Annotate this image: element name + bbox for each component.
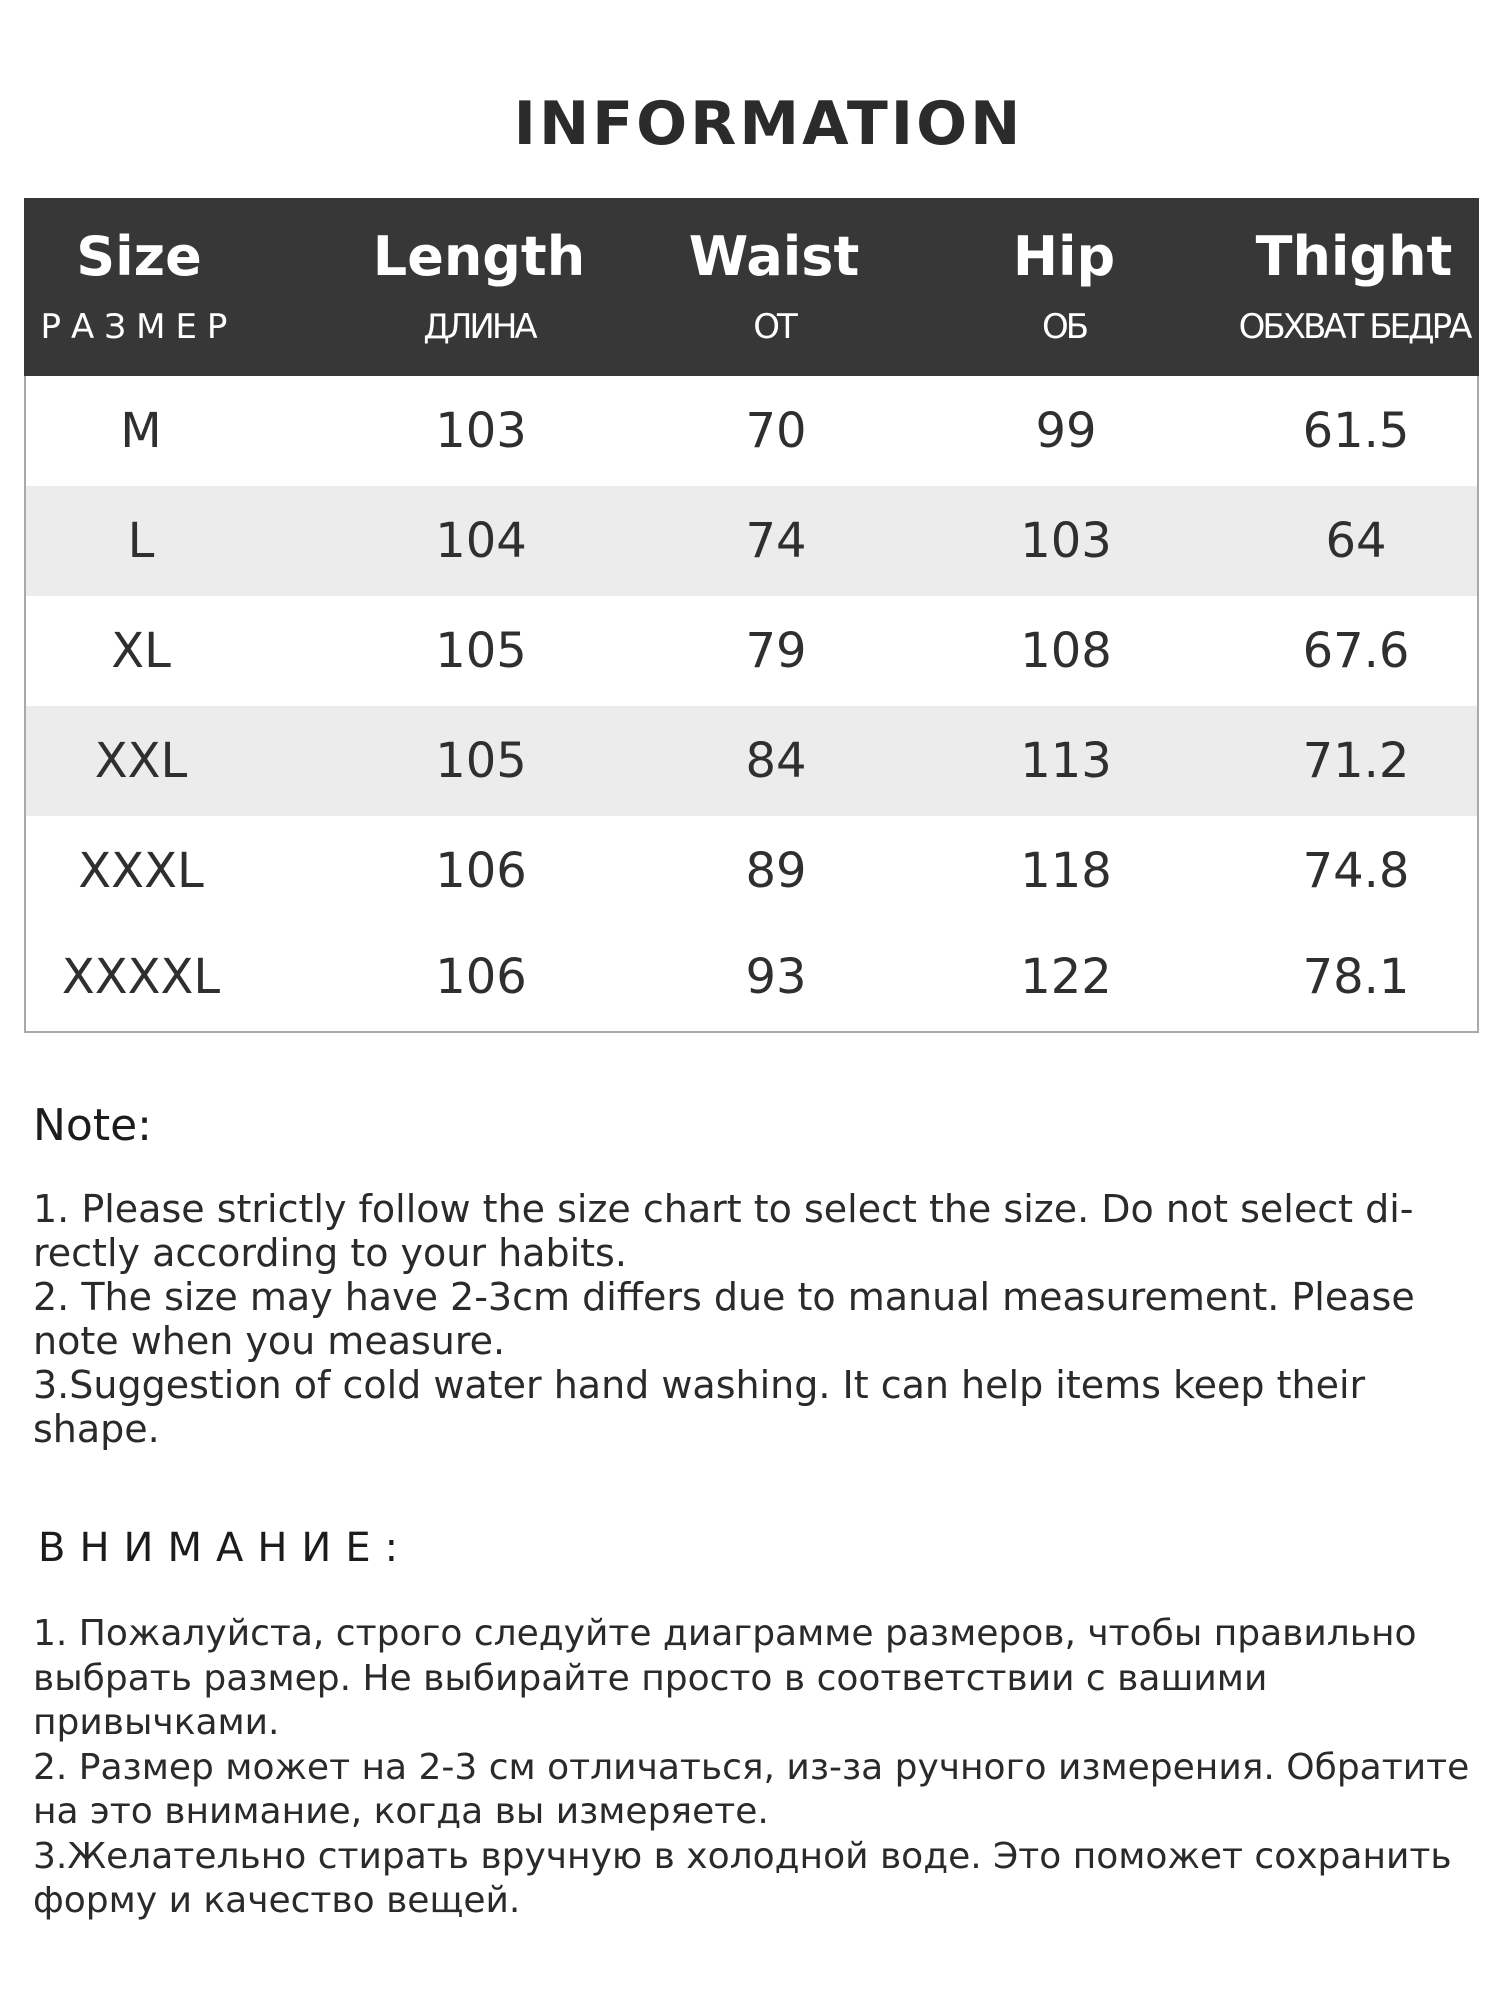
- cell-waist: 70: [745, 403, 807, 459]
- header-length-sublabel: ДЛИНА: [423, 307, 535, 347]
- cell-size: XXXL: [78, 843, 204, 899]
- cell-hip: 118: [1020, 843, 1112, 899]
- header-thight-sublabel: ОБХВАТ БЕДРА: [1238, 307, 1470, 347]
- header-size-label: Size: [76, 225, 202, 288]
- header-length-label: Length: [372, 225, 586, 288]
- cell-size: L: [127, 513, 155, 569]
- size-chart-table: [24, 198, 1479, 1033]
- page-title: INFORMATION: [513, 89, 1024, 159]
- header-waist: [624, 198, 924, 376]
- cell-length: 106: [435, 949, 527, 1005]
- header-waist-label: Waist: [688, 225, 860, 288]
- cell-thight: 78.1: [1302, 949, 1410, 1005]
- cell-size: XL: [111, 623, 171, 679]
- cell-length: 106: [435, 843, 527, 899]
- note-list: [33, 1187, 1473, 1451]
- cell-length: 103: [435, 403, 527, 459]
- cell-waist: 79: [745, 623, 807, 679]
- header-size-sublabel: РАЗМЕР: [40, 307, 238, 347]
- header-hip-sublabel: ОБ: [1041, 307, 1087, 347]
- note-ru-list: [33, 1612, 1483, 1924]
- header-hip-label: Hip: [1012, 225, 1116, 288]
- cell-hip: 99: [1035, 403, 1097, 459]
- header-size: [24, 198, 254, 376]
- cell-length: 105: [435, 733, 527, 789]
- table-row: [26, 376, 1477, 486]
- cell-waist: 84: [745, 733, 807, 789]
- note-ru-item: 2. Размер может на 2-3 см отличаться, из-за ручного измерения. Обратите на это внимание, когда вы измеряете.: [33, 1746, 1470, 1832]
- table-row: [26, 596, 1477, 706]
- cell-waist: 74: [745, 513, 807, 569]
- note-ru-heading: ВНИМАНИЕ:: [38, 1525, 413, 1571]
- table-row: [26, 816, 1477, 926]
- cell-length: 105: [435, 623, 527, 679]
- cell-size: XXL: [94, 733, 188, 789]
- note-item: 2. The size may have 2-3cm differs due to manual measurement. Please note when you measure.: [33, 1275, 1415, 1363]
- note-heading: Note:: [33, 1100, 152, 1151]
- cell-thight: 61.5: [1302, 403, 1410, 459]
- cell-thight: 64: [1325, 513, 1387, 569]
- cell-size: XXXXL: [61, 949, 221, 1005]
- header-hip: [914, 198, 1214, 376]
- note-item: 3.Suggestion of cold water hand washing. It can help items keep their shape.: [33, 1363, 1366, 1451]
- cell-thight: 71.2: [1302, 733, 1410, 789]
- note-ru-item: 3.Желательно стирать вручную в холодной воде. Это поможет сохранить форму и качество вещей.: [33, 1835, 1452, 1921]
- table-row: [26, 922, 1477, 1032]
- note-ru-item: 1. Пожалуйста, строго следуйте диаграмме размеров, чтобы правильно выбрать размер. Не выбирайте просто в соответствии с вашими привычками.: [33, 1613, 1417, 1743]
- cell-length: 104: [435, 513, 527, 569]
- cell-waist: 89: [745, 843, 807, 899]
- cell-thight: 74.8: [1302, 843, 1410, 899]
- cell-hip: 122: [1020, 949, 1112, 1005]
- header-length: [304, 198, 654, 376]
- cell-thight: 67.6: [1302, 623, 1410, 679]
- cell-hip: 113: [1020, 733, 1112, 789]
- header-thight-label: Thight: [1255, 225, 1453, 288]
- header-thight: [1204, 198, 1500, 376]
- note-item: 1. Please strictly follow the size chart to select the size. Do not select di-rectly according to your habits.: [33, 1187, 1414, 1275]
- table-row: [26, 486, 1477, 596]
- cell-hip: 103: [1020, 513, 1112, 569]
- cell-size: M: [120, 403, 162, 459]
- table-row: [26, 706, 1477, 816]
- table-header: [24, 198, 1479, 376]
- cell-hip: 108: [1020, 623, 1112, 679]
- cell-waist: 93: [745, 949, 807, 1005]
- header-waist-sublabel: ОТ: [753, 307, 795, 347]
